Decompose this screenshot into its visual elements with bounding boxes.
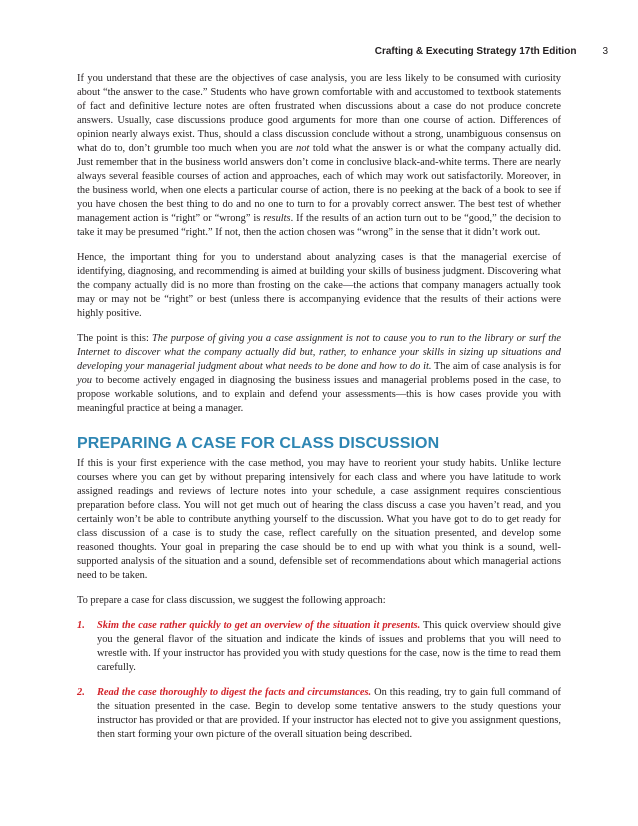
text-run: If you understand that these are the objectives of case analysis, you are less likely to be consumed with curiosity about “the answer to the case.” Students who have grown comfortable with and accustomed to textbook statements of fact and definitive lecture notes are often frustrated when discussions about a case do not produce concrete answers. Usually, case discussions produce good arguments for more than one course of action. Differences of opinion nearly always exist. Thus, should a class discussion conclude without a strong, unambiguous consensus on what do to, don’t grumble too much when you are [77, 73, 561, 154]
text-run: The aim of case analysis is for [431, 361, 561, 372]
step-lead: Read the case thoroughly to digest the facts and circumstances. [97, 687, 372, 698]
emphasis-you: you [77, 375, 93, 386]
steps-list [77, 619, 561, 742]
list-marker: 2. [77, 687, 85, 698]
list-item [77, 686, 561, 742]
body-text [77, 72, 561, 753]
page-number: 3 [602, 46, 608, 57]
step-lead: Skim the case rather quickly to get an overview of the situation it presents. [97, 620, 421, 631]
text-run: . If the results of an action turn out to be “good,” the decision to take it may be presumed “right.” If not, then the action chosen was “wrong” in the sense that it didn’t work out. [77, 213, 561, 238]
step-text: This quick overview should give you the general flavor of the situation and indicate the kinds of issues and problems that you will need to wrestle with. If your instructor has provided you with study questions for the case, now is the time to read them carefully. [97, 620, 561, 673]
list-item [77, 619, 561, 675]
emphasis-purpose: The purpose of giving you a case assignment is not to cause you to run to the library or surf the Internet to discover what the company actually did but, rather, to enhance your skills in sizing up situations and developing your managerial judgment about what needs to be done and how to do it. [77, 333, 561, 372]
text-run: told what the answer is or what the company actually did. Just remember that in the business world answers don’t come in conclusive black-and-white terms. There are nearly always several feasible courses of action and approaches, each of which may work out satisfactorily. Moreover, in the business world, when one elects a particular course of action, there is no peeking at the back of a book to see if you have chosen the best thing to do and no one to turn to for a provably correct answer. The best test of whether management action is “right” or “wrong” is [77, 143, 561, 224]
paragraph-first-experience: If this is your first experience with the case method, you may have to reorient your study habits. Unlike lecture courses where you can get by without preparing intensively for each class and where you have latitude to work assigned readings and reviews of lecture notes into your schedule, a case assignment requires conscientious preparation before class. You will not get much out of hearing the class discuss a case you haven’t read, and you certainly won’t be able to contribute anything yourself to the discussion. What you have got to do to get ready for class discussion of a case is to study the case, reflect carefully on the situation presented, and develop some reasoned thoughts. Your goal in preparing the case should be to end up with what you think is a sound, well-supported analysis of the situation and a sound, defensible set of recommendations about which managerial actions need to be taken. [77, 458, 561, 581]
text-run: The point is this: [77, 333, 152, 344]
paragraph-point [77, 332, 561, 416]
step-text: On this reading, try to gain full command of the situation presented in the case. Begin to develop some tentative answers to the study questions your instructor has provided or that are provided. If your instructor has elected not to give you assignment questions, then start forming your own picture of the overall situation being described. [97, 687, 561, 740]
section-heading: PREPARING A CASE FOR CLASS DISCUSSION [77, 435, 440, 452]
running-header [375, 46, 608, 57]
paragraph-judgment: Hence, the important thing for you to understand about analyzing cases is that the managerial exercise of identifying, diagnosing, and recommending is aimed at building your skills of business judgment. Discovering what the company actually did is no more than frosting on the cake—the actions that company managers actually took may or may not be “right” or best (unless there is accompanying evidence that the results of their actions were highly positive. [77, 252, 561, 319]
list-marker: 1. [77, 620, 85, 631]
paragraph-answers [77, 72, 561, 240]
paragraph-approach: To prepare a case for class discussion, we suggest the following approach: [77, 595, 386, 606]
running-title: Crafting & Executing Strategy 17th Edition [374, 46, 577, 57]
emphasis-not: not [296, 143, 310, 154]
emphasis-results: results [263, 213, 291, 224]
text-run: to become actively engaged in diagnosing the business issues and managerial problems posed in the case, to propose workable solutions, and to explain and defend your assessments—this is how cases provide you with meaningful practice at being a manager. [77, 375, 561, 414]
